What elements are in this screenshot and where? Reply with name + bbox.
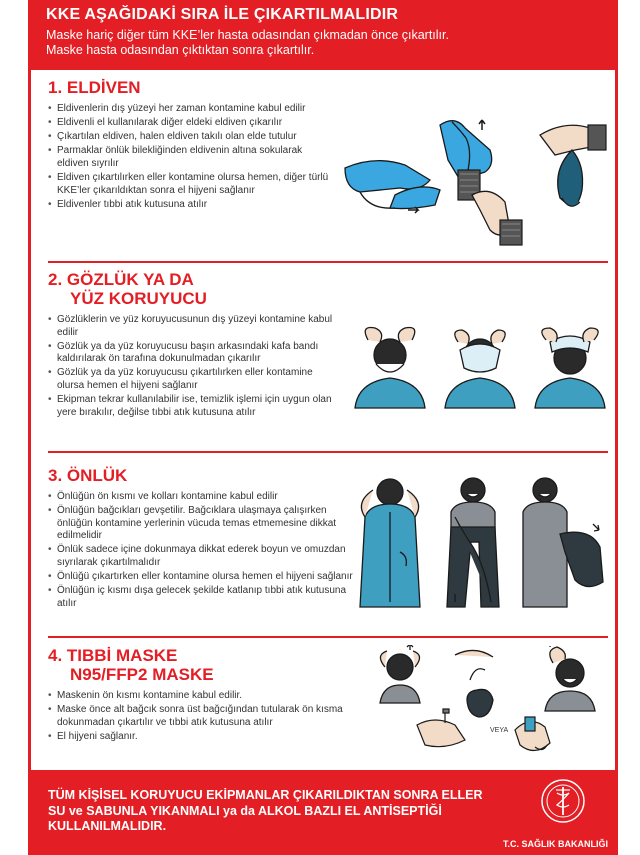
list-item: • Ekipman tekrar kullanılabilir ise, temizlik işlemi için uygun olan yere bırakılır, değilse tıbbi atık kutusuna atılır [48, 394, 338, 419]
footer-banner [28, 770, 618, 855]
list-item: • Gözlük ya da yüz koruyucusu başın arkasındaki kafa bandı kaldırılarak ön tarafına dokunulmadan çıkarılır [48, 341, 338, 366]
list-item: • Eldivenli el kullanılarak diğer eldeki eldiven çıkarılır [48, 117, 333, 130]
section-divider [48, 636, 608, 638]
or-label: VEYA [490, 727, 509, 734]
list-item: • Çıkartılan eldiven, halen eldiven takılı olan elde tutulur [48, 131, 333, 144]
list-item: • Önlüğün ön kısmı ve kolları kontamine kabul edilir [48, 491, 358, 504]
section-list [48, 690, 358, 743]
list-item: • Önlüğü çıkartırken eller kontamine olursa hemen el hijyeni sağlanır [48, 571, 358, 584]
section-title [48, 270, 608, 308]
gown-removal-illustration [355, 472, 610, 612]
header-banner [28, 0, 618, 70]
list-item: • Eldiven çıkartılırken eller kontamine olursa hemen, diğer türlü KKE’ler çıkarıldıktan sonra el hijyeni sağlanır [48, 172, 333, 197]
section-divider [48, 261, 608, 263]
section-title-line: 2. GÖZLÜK YA DA [48, 270, 194, 289]
section-title-line: YÜZ KORUYUCU [70, 289, 207, 308]
list-item: • Maske önce alt bağcık sonra üst bağcığından tutularak ön kısma dokunmadan çıkartılır ve tıbbi atık kutusuna atılır [48, 704, 358, 729]
ministry-name: T.C. SAĞLIK BAKANLIĞI [503, 839, 608, 849]
section-title: 3. ÖNLÜK [48, 466, 128, 485]
footer-message: TÜM KİŞİSEL KORUYUCU EKİPMANLAR ÇIKARILDIKTAN SONRA ELLER SU ve SABUNLA YIKANMALI ya da ALKOL BAZLI EL ANTİSEPTİĞİ KULLANILMALIDIR. [48, 788, 483, 833]
list-item: • Önlük sadece içine dokunmaya dikkat ederek boyun ve omuzdan sıyrılarak çıkartılmalıdır [48, 544, 358, 569]
header-note-1: Maske hariç diğer tüm KKE’ler hasta odasından çıkmadan önce çıkartılır. [46, 28, 449, 42]
section-divider [48, 451, 608, 453]
mask-removal-illustration [375, 645, 615, 765]
face-shield-removal-illustration [350, 320, 610, 410]
list-item: • Gözlük ya da yüz koruyucusu çıkartılırken eller kontamine olursa hemen el hijyeni sağlanır [48, 367, 338, 392]
section-title: 1. ELDİVEN [48, 78, 141, 97]
list-item: • Önlüğün iç kısmı dışa gelecek şekilde katlanıp tıbbi atık kutusuna atılır [48, 585, 358, 610]
glove-removal-illustration [340, 110, 610, 250]
header-note-2: Maske hasta odasından çıktıktan sonra çıkartılır. [46, 43, 315, 57]
list-item: • Parmaklar önlük bilekliğinden eldivenin altına sokularak eldiven sıyrılır [48, 145, 333, 170]
list-item: • Gözlüklerin ve yüz koruyucusunun dış yüzeyi kontamine kabul edilir [48, 314, 338, 339]
list-item: • Önlüğün bağcıkları gevşetilir. Bağcıklara ulaşmaya çalışırken önlüğün kontamine yerlerinin vücuda temas etmemesine dikkat edilmelidir [48, 505, 358, 543]
section-title-line: N95/FFP2 MASKE [70, 665, 214, 684]
section-list [48, 314, 338, 419]
ministry-logo-icon [540, 778, 586, 824]
section-list [48, 103, 333, 211]
list-item: • Eldivenler tıbbi atık kutusuna atılır [48, 199, 333, 212]
list-item: • Eldivenlerin dış yüzeyi her zaman kontamine kabul edilir [48, 103, 333, 116]
section-list [48, 491, 358, 610]
page-title: KKE AŞAĞIDAKİ SIRA İLE ÇIKARTILMALIDIR [46, 6, 399, 23]
section-title-line: 4. TIBBİ MASKE [48, 646, 178, 665]
list-item: • El hijyeni sağlanır. [48, 731, 358, 744]
list-item: • Maskenin ön kısmı kontamine kabul edilir. [48, 690, 358, 703]
